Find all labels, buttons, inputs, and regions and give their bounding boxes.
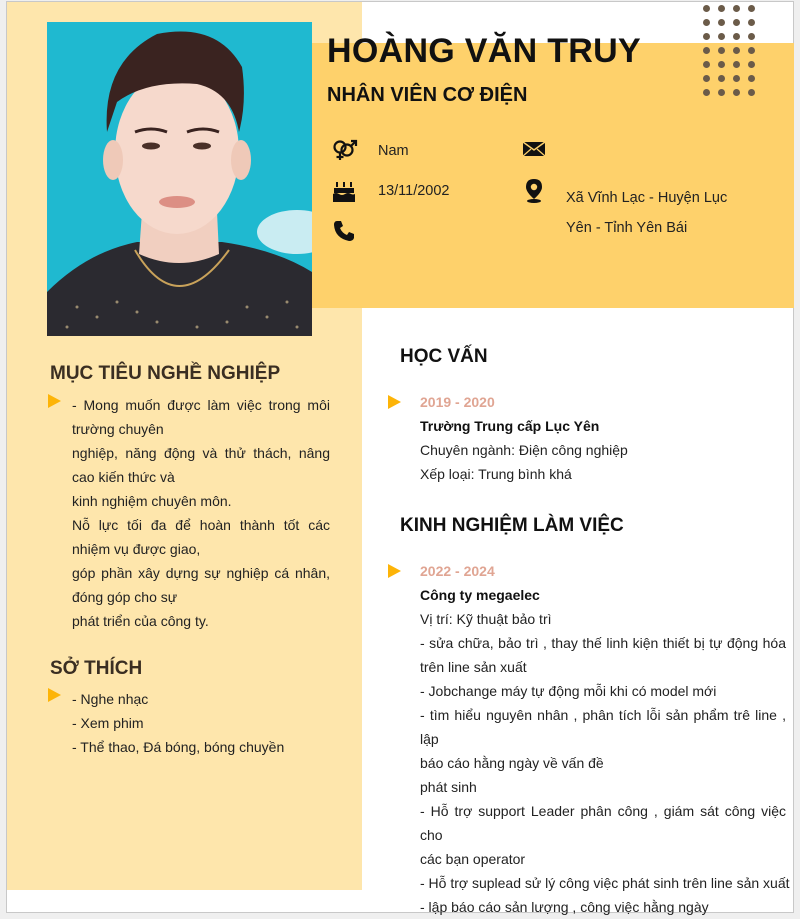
experience-line: trên line sản xuất [420, 659, 527, 675]
decorative-dot [733, 19, 740, 26]
experience-line: báo cáo hằng ngày về vấn đề [420, 755, 604, 771]
objective-line: đóng góp cho sự [72, 589, 178, 605]
decorative-dot [703, 75, 710, 82]
experience-entry [420, 583, 790, 919]
decorative-dot [733, 33, 740, 40]
objective-title: MỤC TIÊU NGHỀ NGHIỆP [50, 363, 281, 384]
decorative-dot [748, 75, 755, 82]
decorative-dot [718, 61, 725, 68]
hobbies-title: SỞ THÍCH [50, 658, 143, 679]
decorative-dot [748, 47, 755, 54]
experience-line: - Jobchange máy tự động mỗi khi có model mới [420, 683, 717, 699]
education-title: HỌC VẤN [400, 346, 488, 367]
decorative-dot [718, 89, 725, 96]
decorative-dot [718, 33, 725, 40]
experience-line: - sửa chữa, bảo trì , thay thế linh kiện thiết bị tự động hóa [420, 635, 786, 651]
decorative-dot [748, 5, 755, 12]
school-name: Trường Trung cấp Lục Yên [420, 418, 600, 434]
decorative-dot [718, 47, 725, 54]
decorative-dot [733, 75, 740, 82]
decorative-dot [703, 33, 710, 40]
experience-line: phát sinh [420, 779, 477, 795]
profile-photo [47, 22, 312, 336]
experience-title: KINH NGHIỆM LÀM VIỆC [400, 515, 624, 536]
candidate-name: HOÀNG VĂN TRUY [327, 32, 641, 70]
address-line-1: Xã Vĩnh Lạc - Huyện Lục [566, 190, 728, 206]
decorative-dot [703, 61, 710, 68]
experience-line: - Hỗ trợ support Leader phân công , giám sát công việc cho [420, 803, 786, 843]
decorative-dot [748, 33, 755, 40]
address-value [566, 183, 727, 243]
bullet-triangle-icon [388, 564, 401, 578]
gender-icon [332, 139, 356, 163]
company-name: Công ty megaelec [420, 587, 540, 603]
experience-line: các bạn operator [420, 851, 526, 867]
objective-text [72, 393, 330, 633]
decorative-dot [718, 19, 725, 26]
education-years: 2019 - 2020 [420, 394, 495, 410]
hobby-item: - Xem phim [72, 715, 144, 731]
objective-line: trường chuyên [72, 421, 164, 437]
decorative-dot [718, 5, 725, 12]
decorative-dot [733, 89, 740, 96]
experience-years: 2022 - 2024 [420, 563, 495, 579]
objective-line: cao kiến thức và [72, 469, 175, 485]
experience-line: - Hỗ trợ suplead sử lý công việc phát sinh trên line sản xuất [420, 875, 790, 891]
bullet-triangle-icon [48, 394, 61, 408]
person-portrait-icon [47, 22, 312, 336]
gender-value: Nam [378, 143, 409, 159]
education-grade: Xếp loại: Trung bình khá [420, 466, 572, 482]
decorative-dot [733, 61, 740, 68]
decorative-dot [703, 89, 710, 96]
education-entry [420, 414, 628, 486]
phone-icon [332, 219, 356, 243]
decorative-dot [733, 5, 740, 12]
decorative-dot [748, 89, 755, 96]
objective-line: phát triển của công ty. [72, 613, 209, 629]
experience-position: Vị trí: Kỹ thuật bảo trì [420, 611, 552, 627]
job-title: NHÂN VIÊN CƠ ĐIỆN [327, 84, 528, 106]
decorative-dot [703, 5, 710, 12]
address-line-2: Yên - Tỉnh Yên Bái [566, 220, 688, 236]
experience-line: - lập báo cáo sản lượng , công việc hằng ngày [420, 899, 709, 915]
hobbies-list [72, 687, 284, 759]
objective-line: Nỗ lực tối đa để hoàn thành tốt các [72, 517, 330, 533]
birthday-value: 13/11/2002 [378, 183, 450, 199]
decorative-dot [733, 47, 740, 54]
objective-line: kinh nghiệm chuyên môn. [72, 493, 232, 509]
decorative-dot [748, 19, 755, 26]
bullet-triangle-icon [388, 395, 401, 409]
objective-line: góp phần xây dựng sự nghiệp cá nhân, [72, 565, 330, 581]
decorative-dot-grid [703, 5, 763, 105]
location-pin-icon [522, 178, 546, 202]
hobby-item: - Nghe nhạc [72, 691, 149, 707]
experience-line: - tìm hiểu nguyên nhân , phân tích lỗi sản phẩm trê line , lập [420, 707, 786, 747]
decorative-dot [718, 75, 725, 82]
objective-line: - Mong muốn được làm việc trong môi [72, 397, 330, 413]
decorative-dot [703, 47, 710, 54]
decorative-dot [748, 61, 755, 68]
birthday-cake-icon [332, 180, 356, 204]
bullet-triangle-icon [48, 688, 61, 702]
envelope-icon [522, 140, 546, 164]
objective-line: nhiệm vụ được giao, [72, 541, 201, 557]
objective-line: nghiệp, năng động và thử thách, nâng [72, 445, 330, 461]
decorative-dot [703, 19, 710, 26]
hobby-item: - Thể thao, Đá bóng, bóng chuyền [72, 739, 285, 755]
education-major: Chuyên ngành: Điện công nghiệp [420, 442, 628, 458]
